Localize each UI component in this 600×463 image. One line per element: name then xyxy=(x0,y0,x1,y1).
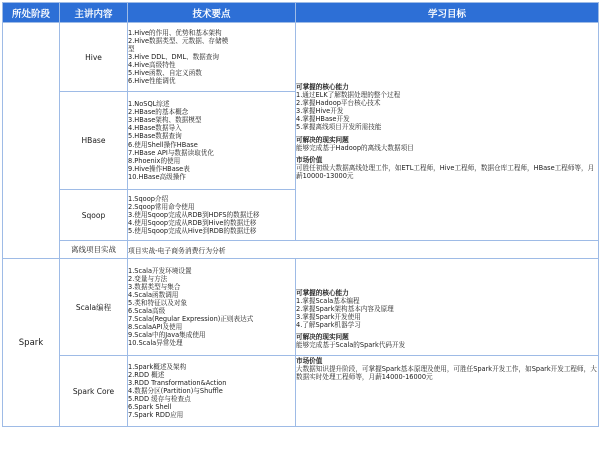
point-item: 3.HBase架构、数据模型 xyxy=(128,116,202,125)
goal-line: 3.掌握Hive开发 xyxy=(296,107,344,116)
point-item: 8.ScalaAPI及使用 xyxy=(128,323,183,332)
point-item: 2.Sqoop常用命令使用 xyxy=(128,202,195,211)
header-stage: 所处阶段 xyxy=(3,3,60,23)
goal-line: 2.掌握Hadoop平台核心技术 xyxy=(296,99,381,108)
point-item: 4.HBase数据导入 xyxy=(128,124,182,133)
points-cell-sqoop xyxy=(128,190,296,241)
goals-cell-sparkcore xyxy=(296,356,599,427)
point-item: 7.Spark RDD应用 xyxy=(128,411,184,420)
module-name: Spark Core xyxy=(60,356,128,427)
point-item: 6.使用Shell操作HBase xyxy=(128,140,198,149)
point-item: 4.数据分区(Partition)与Shuffle xyxy=(128,386,223,395)
goal-line: 2.掌握Spark架构基本内容及原理 xyxy=(296,304,394,313)
stage-cell-hadoop xyxy=(3,23,60,259)
point-item: 4.Scala函数调用 xyxy=(128,290,179,299)
module-name: Hive xyxy=(60,23,128,92)
point-item: 4.Hive高级特性 xyxy=(128,61,176,70)
point-item: 5.类和特征以及对象 xyxy=(128,298,188,307)
point-item: 5.使用Sqoop完成从Hive到RDB的数据迁移 xyxy=(128,227,257,236)
point-item: 5.Hive函数、自定义函数 xyxy=(128,69,202,78)
point-item: 4.使用Sqoop完成从RDB到Hive的数据迁移 xyxy=(128,219,257,228)
module-name: Sqoop xyxy=(60,190,128,241)
point-item: 10.Scala异常处理 xyxy=(128,339,183,348)
table-row xyxy=(3,23,599,92)
table-row xyxy=(3,356,599,427)
point-item: 5.RDD 缓存与检查点 xyxy=(128,395,191,404)
point-item: 8.Phoenix的使用 xyxy=(128,156,181,165)
point-item: 2.RDD 概述 xyxy=(128,370,165,379)
point-item: 1.Spark概述及架构 xyxy=(128,362,187,371)
point-item: 型 xyxy=(128,44,135,53)
point-item: 3.Hive DDL、DML、数据查询 xyxy=(128,52,219,61)
point-item: 1.Hive的作用、优势和基本架构 xyxy=(128,28,222,37)
header-points: 技术要点 xyxy=(128,3,296,23)
point-item: 9.Hive操作HBase表 xyxy=(128,164,190,173)
point-item: 7.HBase API与数据读取优化 xyxy=(128,148,214,157)
goal-line: 5.掌握离线项目开发所需技能 xyxy=(296,123,382,132)
point-item: 6.Spark Shell xyxy=(128,403,172,412)
module-name: HBase xyxy=(60,92,128,190)
table-row xyxy=(3,241,599,259)
goal-heading: 市场价值 xyxy=(296,357,323,365)
goal-line: 能够完成基于Hadoop的离线大数据项目 xyxy=(296,143,414,152)
point-item: 3.数据类型与集合 xyxy=(128,282,181,291)
point-item: 6.Scala高级 xyxy=(128,307,166,315)
goal-line: 3.掌握Spark开发使用 xyxy=(296,312,361,321)
points-cell-scala xyxy=(128,259,296,356)
goal-line: 4.掌握HBase开发 xyxy=(296,115,350,124)
table-row xyxy=(3,259,599,356)
point-item: 2.HBase的基本概念 xyxy=(128,108,189,117)
point-item: 3.RDD Transformation&Action xyxy=(128,378,227,387)
point-item: 3.使用Sqoop完成从RDB到HDFS的数据迁移 xyxy=(128,210,260,219)
point-item: 6.Hive性能调优 xyxy=(128,77,176,86)
header-row xyxy=(3,3,599,23)
curriculum-table xyxy=(2,2,599,427)
goal-line: 1.通过ELK了解数据处理的整个过程 xyxy=(296,91,401,100)
goal-line: 能够完成基于Scala的Spark代码开发 xyxy=(296,340,406,349)
points-cell-hive xyxy=(128,23,296,92)
module-name: Scala编程 xyxy=(60,259,128,356)
point-item: 1.Scala开发环境设置 xyxy=(128,266,192,275)
points-cell-sparkcore xyxy=(128,356,296,427)
goal-line: 大数据知识提升阶段，可掌握Spark基本原理及使用，可胜任Spark开发工作，如Spark开发工程师，大数据实时处理工程师等，月薪14000-16000元 xyxy=(296,365,597,382)
goal-line: 1.掌握Scala基本编程 xyxy=(296,296,360,305)
goals-cell-scala xyxy=(296,259,599,356)
point-item: 7.Scala(Regular Expression)正则表达式 xyxy=(128,315,254,324)
point-item: 1.NoSQL综述 xyxy=(128,100,170,109)
project-cell: 项目实战-电子商务消费行为分析 xyxy=(128,241,599,259)
goal-heading: 可解决的现实问题 xyxy=(296,332,349,341)
point-item: 9.Scala中的Java集成使用 xyxy=(128,331,206,340)
module-name: 离线项目实战 xyxy=(60,241,128,259)
goal-heading: 市场价值 xyxy=(296,155,323,164)
point-item: 5.HBase数据查询 xyxy=(128,132,182,141)
point-item: 2.变量与方法 xyxy=(128,274,168,283)
goal-line: 4.了解Spark机器学习 xyxy=(296,320,361,329)
goal-heading: 可掌握的核心能力 xyxy=(296,288,349,297)
goal-heading: 可解决的现实问题 xyxy=(296,135,349,144)
points-cell-hbase xyxy=(128,92,296,190)
point-item: 1.Sqoop介绍 xyxy=(128,194,169,203)
point-item: 2.Hive数据类型、元数据、存储模 xyxy=(128,36,229,45)
goals-cell-hadoop xyxy=(296,23,599,241)
header-goals: 学习目标 xyxy=(296,3,599,23)
header-module: 主讲内容 xyxy=(60,3,128,23)
point-item: 10.HBase高级操作 xyxy=(128,172,186,181)
goal-line: 可胜任初级大数据离线处理工作，如ETL工程师，Hive工程师，数据仓库工程师，HBase工程师等，月薪10000-13000元 xyxy=(296,163,595,180)
stage-cell-spark: Spark xyxy=(3,259,60,427)
goal-heading: 可掌握的核心能力 xyxy=(296,83,349,92)
